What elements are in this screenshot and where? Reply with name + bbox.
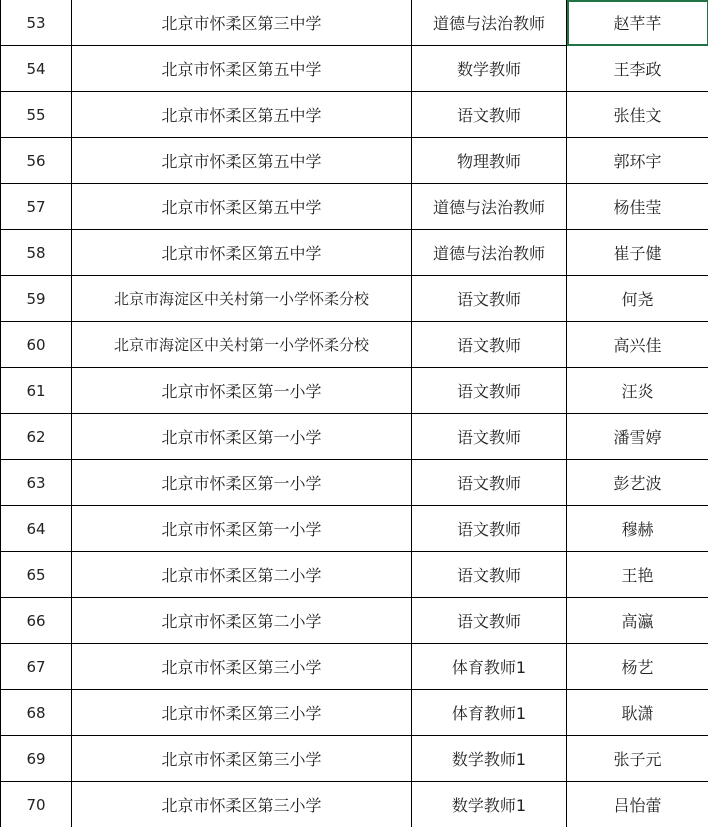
cell-position[interactable]: 语文教师: [412, 368, 567, 414]
table-row: [1, 736, 708, 782]
cell-school[interactable]: 北京市怀柔区第五中学: [72, 184, 412, 230]
table-row: [1, 690, 708, 736]
cell-name[interactable]: 张子元: [567, 736, 708, 782]
cell-num[interactable]: 55: [1, 92, 72, 138]
cell-position[interactable]: 数学教师: [412, 46, 567, 92]
cell-num[interactable]: 59: [1, 276, 72, 322]
cell-school[interactable]: 北京市怀柔区第二小学: [72, 598, 412, 644]
cell-position[interactable]: 道德与法治教师: [412, 0, 567, 46]
cell-position[interactable]: 语文教师: [412, 322, 567, 368]
cell-position[interactable]: 语文教师: [412, 276, 567, 322]
cell-name[interactable]: 郭环宇: [567, 138, 708, 184]
cell-name[interactable]: 王艳: [567, 552, 708, 598]
table-row: [1, 506, 708, 552]
cell-school[interactable]: 北京市怀柔区第三小学: [72, 736, 412, 782]
cell-num[interactable]: 67: [1, 644, 72, 690]
cell-num[interactable]: 54: [1, 46, 72, 92]
table-row: [1, 368, 708, 414]
table-body: [1, 0, 708, 827]
cell-position[interactable]: 语文教师: [412, 506, 567, 552]
cell-num[interactable]: 56: [1, 138, 72, 184]
table-row: [1, 782, 708, 828]
table-row: [1, 0, 708, 46]
cell-name[interactable]: 杨艺: [567, 644, 708, 690]
table-row: [1, 552, 708, 598]
cell-school[interactable]: 北京市怀柔区第五中学: [72, 46, 412, 92]
cell-school[interactable]: 北京市怀柔区第五中学: [72, 92, 412, 138]
cell-school[interactable]: 北京市怀柔区第五中学: [72, 138, 412, 184]
cell-name[interactable]: 彭艺波: [567, 460, 708, 506]
table-row: [1, 92, 708, 138]
table-row: [1, 46, 708, 92]
cell-name[interactable]: 耿潇: [567, 690, 708, 736]
cell-name[interactable]: 张佳文: [567, 92, 708, 138]
cell-school[interactable]: 北京市怀柔区第一小学: [72, 460, 412, 506]
cell-school[interactable]: 北京市怀柔区第三小学: [72, 644, 412, 690]
cell-num[interactable]: 65: [1, 552, 72, 598]
cell-num[interactable]: 66: [1, 598, 72, 644]
cell-school[interactable]: 北京市怀柔区第一小学: [72, 506, 412, 552]
cell-school[interactable]: 北京市怀柔区第三小学: [72, 690, 412, 736]
cell-name[interactable]: 汪炎: [567, 368, 708, 414]
cell-school[interactable]: 北京市怀柔区第三中学: [72, 0, 412, 46]
cell-name[interactable]: 崔子健: [567, 230, 708, 276]
cell-name[interactable]: 何尧: [567, 276, 708, 322]
cell-school[interactable]: 北京市怀柔区第二小学: [72, 552, 412, 598]
table-row: [1, 230, 708, 276]
table-row: [1, 138, 708, 184]
cell-school[interactable]: 北京市海淀区中关村第一小学怀柔分校: [72, 322, 412, 368]
cell-num[interactable]: 63: [1, 460, 72, 506]
cell-name[interactable]: 高兴佳: [567, 322, 708, 368]
cell-position[interactable]: 数学教师1: [412, 782, 567, 828]
table-row: [1, 460, 708, 506]
cell-school[interactable]: 北京市怀柔区第五中学: [72, 230, 412, 276]
cell-name[interactable]: 吕怡蕾: [567, 782, 708, 828]
cell-num[interactable]: 53: [1, 0, 72, 46]
cell-name[interactable]: 穆赫: [567, 506, 708, 552]
cell-num[interactable]: 69: [1, 736, 72, 782]
cell-num[interactable]: 57: [1, 184, 72, 230]
cell-position[interactable]: 语文教师: [412, 414, 567, 460]
table-row: [1, 184, 708, 230]
cell-position[interactable]: 语文教师: [412, 460, 567, 506]
cell-num[interactable]: 58: [1, 230, 72, 276]
cell-position[interactable]: 语文教师: [412, 552, 567, 598]
cell-num[interactable]: 60: [1, 322, 72, 368]
cell-num[interactable]: 62: [1, 414, 72, 460]
cell-position[interactable]: 数学教师1: [412, 736, 567, 782]
cell-position[interactable]: 体育教师1: [412, 690, 567, 736]
cell-name[interactable]: 王李政: [567, 46, 708, 92]
cell-position[interactable]: 物理教师: [412, 138, 567, 184]
cell-name[interactable]: 杨佳莹: [567, 184, 708, 230]
cell-position[interactable]: 语文教师: [412, 598, 567, 644]
cell-position[interactable]: 道德与法治教师: [412, 230, 567, 276]
cell-num[interactable]: 70: [1, 782, 72, 828]
cell-num[interactable]: 61: [1, 368, 72, 414]
table-row: [1, 598, 708, 644]
table-row: [1, 414, 708, 460]
table-row: [1, 644, 708, 690]
cell-position[interactable]: 道德与法治教师: [412, 184, 567, 230]
cell-school[interactable]: 北京市怀柔区第一小学: [72, 368, 412, 414]
cell-position[interactable]: 语文教师: [412, 92, 567, 138]
cell-name[interactable]: 高瀛: [567, 598, 708, 644]
cell-school[interactable]: 北京市怀柔区第一小学: [72, 414, 412, 460]
cell-name[interactable]: 潘雪婷: [567, 414, 708, 460]
cell-school[interactable]: 北京市海淀区中关村第一小学怀柔分校: [72, 276, 412, 322]
table-row: [1, 322, 708, 368]
cell-school[interactable]: 北京市怀柔区第三小学: [72, 782, 412, 828]
cell-num[interactable]: 64: [1, 506, 72, 552]
selected-cell[interactable]: 赵芊芊: [567, 0, 708, 46]
cell-num[interactable]: 68: [1, 690, 72, 736]
cell-position[interactable]: 体育教师1: [412, 644, 567, 690]
table-row: [1, 276, 708, 322]
